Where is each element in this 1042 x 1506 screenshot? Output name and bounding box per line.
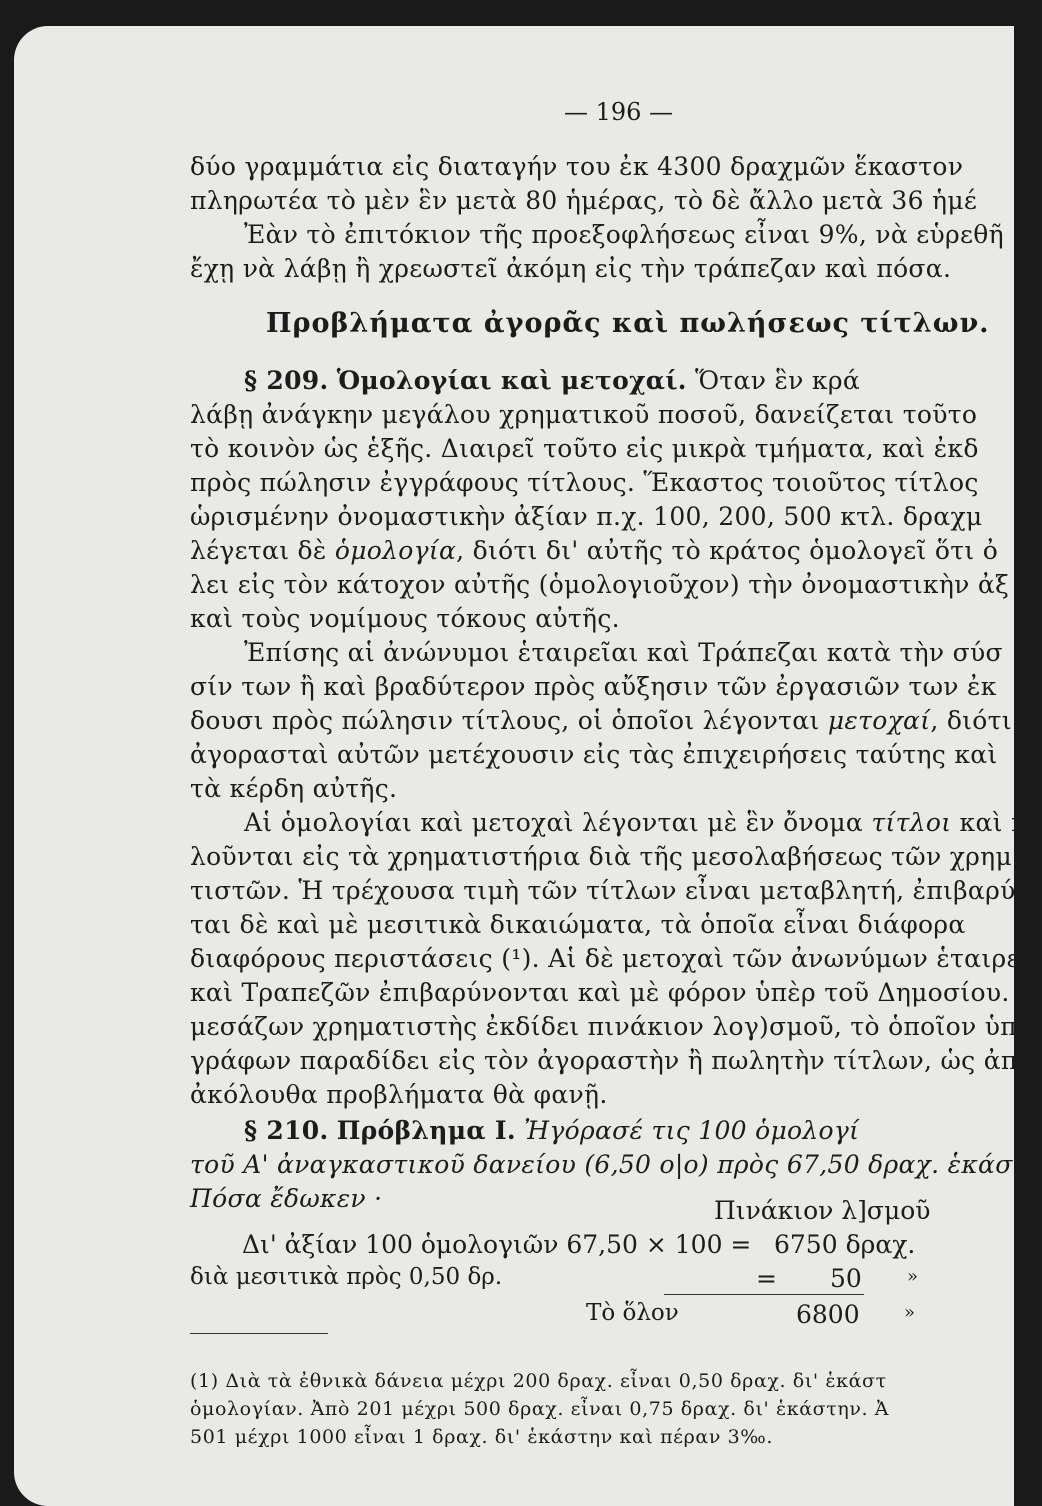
calc-row1-value: 6750 δραχ. [774,1230,916,1259]
text-line: καὶ τοὺς νομίμους τόκους αὐτῆς. [190,604,620,633]
book-page [14,26,1042,1506]
calc-row2-label: διὰ μεσιτικὰ πρὸς 0,50 δρ. [190,1264,503,1290]
text-line [190,536,998,566]
total-value: 6800 [796,1300,860,1329]
total-label: Τὸ ὅλον [586,1300,679,1326]
text-line: λάβῃ ἀνάγκην μεγάλου χρηματικοῦ ποσοῦ, δανείζεται τοῦτο [190,400,978,429]
problem-text: Ἠγόρασέ τις 100 ὁμολογί [524,1116,860,1145]
italic-term: ὁμολογία [334,536,457,565]
text-run: δουσι πρὸς πώλησιν τίτλους, οἱ ὁποῖοι λέγονται [190,706,828,735]
problem-title: Πρόβλημα Ι. [336,1116,516,1145]
text-line: τὸ κοινὸν ὡς ἑξῆς. Διαιρεῖ τοῦτο εἰς μικρὰ τμήματα, καὶ ἐκδ [190,434,979,463]
text-line: Ἐπίσης αἱ ἀνώνυμοι ἑταιρεῖαι καὶ Τράπεζαι κατὰ τὴν σύσ [244,638,1003,667]
problem-text-line: τοῦ Α' ἀναγκαστικοῦ δανείου (6,50 ο|ο) πρὸς 67,50 δραχ. ἑκάστη [190,1150,1042,1179]
text-line [190,706,1012,736]
calc-row2-value: 50 [830,1264,862,1293]
section-number: § 209. [244,366,329,395]
text-line: γράφων παραδίδει εἰς τὸν ἀγοραστὴν ἢ πωλητὴν τίτλων, ὡς ἀπὸ [190,1046,1033,1075]
text-line: διαφόρους περιστάσεις (¹). Αἱ δὲ μετοχαὶ τῶν ἀνωνύμων ἑταιρε [190,944,1020,973]
calc-row1-label: Δι' ἀξίαν 100 ὁμολογιῶν 67,50 × 100 = [242,1230,752,1259]
text-line: Ἐὰν τὸ ἐπιτόκιον τῆς προεξοφλήσεως εἶναι 9%, νὰ εὑρεθῆ [244,220,1004,249]
text-line: ται δὲ καὶ μὲ μεσιτικὰ δικαιώματα, τὰ ὁποῖα εἶναι διάφορα [190,910,966,939]
text-line: πρὸς πώλησιν ἐγγράφους τίτλους. Ἕκαστος τοιοῦτος τίτλος [190,468,979,497]
footnote-line: (1) Διὰ τὰ ἐθνικὰ δάνεια μέχρι 200 δραχ. εἶναι 0,50 δραχ. δι' ἑκάστ [190,1370,887,1392]
section-title: Ὁμολογίαι καὶ μετοχαί. [336,366,687,395]
text-run: Αἱ ὁμολογίαι καὶ μετοχαὶ λέγονται μὲ ἓν ὄνομα [244,808,872,837]
text-line: μεσάζων χρηματιστὴς ἐκδίδει πινάκιον λογ)σμοῦ, τὸ ὁποῖον ὑπ [190,1012,1017,1041]
text-line: ἀγορασταὶ αὐτῶν μετέχουσιν εἰς τὰς ἐπιχειρήσεις ταύτης καὶ [190,740,998,769]
text-run: , διότι δι' αὐτῆς τὸ κράτος ὁμολογεῖ ὅτι ὀ [456,536,999,565]
text-line: τιστῶν. Ἡ τρέχουσα τιμὴ τῶν τίτλων εἶναι μεταβλητή, ἐπιβαρύ [190,876,1016,905]
section-number: § 210. [244,1116,329,1145]
calc-row2-unit: » [907,1266,919,1287]
footnote-line: ὁμολογίαν. Ἀπὸ 201 μέχρι 500 δραχ. εἶναι 0,75 δραχ. δι' ἑκάστην. Ἀ [190,1398,890,1420]
italic-term: μετοχαί [827,706,931,735]
footnote-separator [190,1333,328,1334]
text-line: ὡρισμένην ὀνομαστικὴν ἀξίαν π.χ. 100, 200, 500 κτλ. δραχμ [190,502,983,531]
text-line: δύο γραμμάτια εἰς διαταγήν του ἐκ 4300 δραχμῶν ἕκαστον [190,152,964,181]
text-run: καὶ π [951,808,1028,837]
section-210-line [244,1116,859,1146]
text-run: λέγεται δὲ [190,536,335,565]
calc-header: Πινάκιον λ]σμοῦ [714,1196,931,1225]
text-line: ἔχῃ νὰ λάβῃ ἢ χρεωστεῖ ἀκόμη εἰς τὴν τράπεζαν καὶ πόσα. [190,254,952,283]
text-run: , διότι [930,706,1012,735]
footnote-line: 501 μέχρι 1000 εἶναι 1 δραχ. δι' ἑκάστην καὶ πέραν 3‰. [190,1426,774,1448]
text-line: τὰ κέρδη αὐτῆς. [190,774,398,803]
problem-question: Πόσα ἔδωκεν · [190,1184,383,1213]
page-number: — 196 — [564,98,674,126]
text-run: Ὅταν ἓν κρά [695,366,861,395]
text-line: καὶ Τραπεζῶν ἐπιβαρύνονται καὶ μὲ φόρον ὑπὲρ τοῦ Δημοσίου. [190,978,1010,1007]
text-line: λει εἰς τὸν κάτοχον αὐτῆς (ὁμολογιοῦχον) τὴν ὀνομαστικὴν ἀξ [190,570,1010,599]
total-unit: » [904,1302,916,1323]
italic-term: τίτλοι [871,808,952,837]
text-line [244,808,1028,838]
text-line: πληρωτέα τὸ μὲν ἓν μετὰ 80 ἡμέρας, τὸ δὲ ἄλλο μετὰ 36 ἡμέ [190,186,978,215]
section-heading: Προβλήματα ἀγορᾶς καὶ πωλήσεως τίτλων. [266,308,990,339]
section-209-line [244,366,860,396]
sum-rule [664,1294,864,1295]
text-line: ἀκόλουθα προβλήματα θὰ φανῇ. [190,1080,608,1109]
text-line: σίν των ἢ καὶ βραδύτερον πρὸς αὔξησιν τῶν ἐργασιῶν των ἐκ [190,672,997,701]
calc-row2-eq: = [756,1264,777,1293]
text-line: λοῦνται εἰς τὰ χρηματιστήρια διὰ τῆς μεσολαβήσεως τῶν χρημ [190,842,1013,871]
